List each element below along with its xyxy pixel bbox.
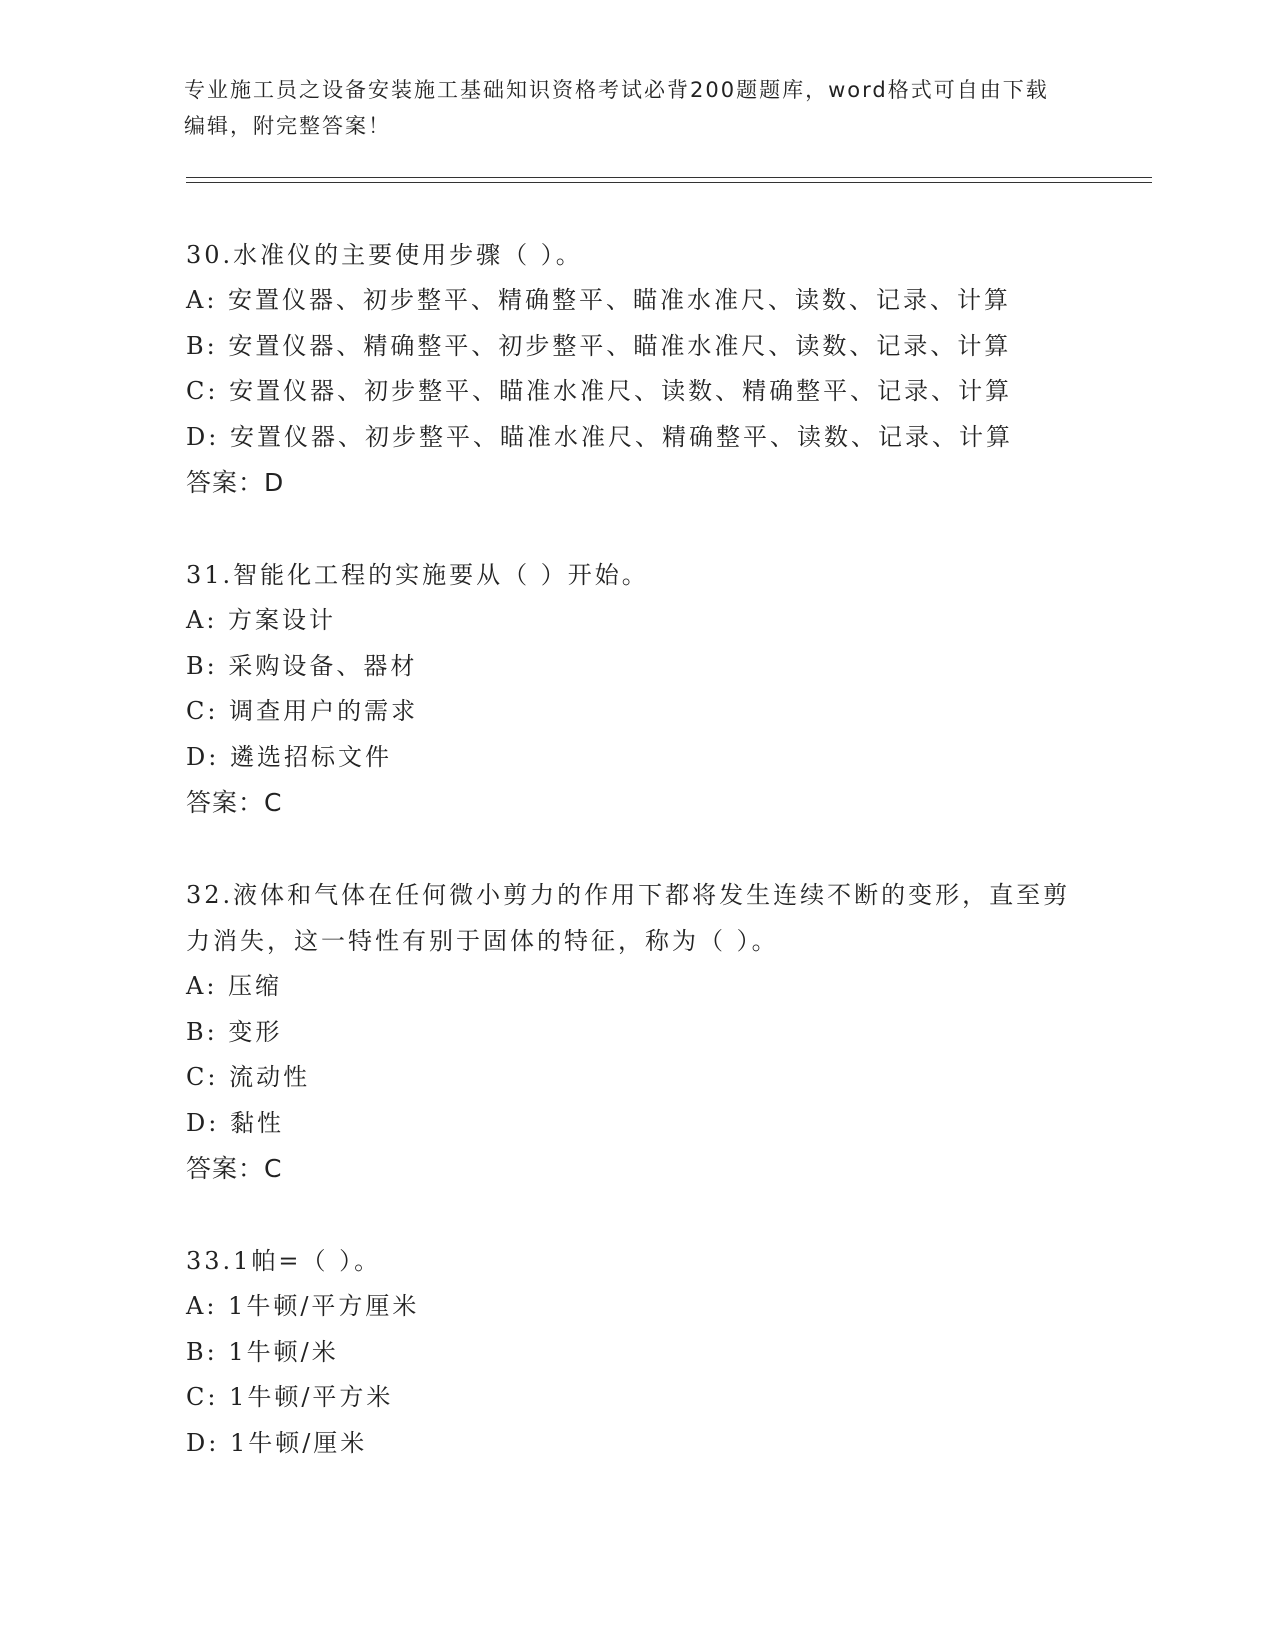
option-b: B: 采购设备、器材 — [186, 651, 418, 680]
option-c: C: 1牛顿/平方米 — [186, 1383, 394, 1411]
question-stem: 32.液体和气体在任何微小剪力的作用下都将发生连续不断的变形，直至剪力消失，这一特性有别于固体的特征，称为（ ）。 — [186, 881, 1071, 955]
question-30 — [186, 232, 1086, 506]
option-a: A: 1牛顿/平方厘米 — [186, 1292, 420, 1320]
question-stem: 33.1帕=（ ）。 — [186, 1247, 382, 1275]
header-divider-bottom — [186, 182, 1152, 183]
document-header: 专业施工员之设备安装施工基础知识资格考试必背200题题库，word格式可自由下载编辑，附完整答案！ — [184, 78, 1049, 138]
option-a: A: 方案设计 — [186, 606, 337, 634]
question-32 — [186, 872, 1086, 1192]
option-b: B: 变形 — [186, 1017, 283, 1046]
answer-label: 答案：D — [186, 468, 285, 497]
question-33 — [186, 1238, 1086, 1466]
option-b: B: 安置仪器、精确整平、初步整平、瞄准水准尺、读数、记录、计算 — [186, 331, 1012, 360]
header-divider-top — [186, 177, 1152, 178]
option-c: C: 安置仪器、初步整平、瞄准水准尺、读数、精确整平、记录、计算 — [186, 377, 1013, 405]
option-d: D: 安置仪器、初步整平、瞄准水准尺、精确整平、读数、记录、计算 — [186, 422, 1013, 451]
question-stem: 31.智能化工程的实施要从（ ）开始。 — [186, 561, 649, 589]
option-c: C: 调查用户的需求 — [186, 697, 419, 725]
answer-label: 答案：C — [186, 788, 283, 817]
option-a: A: 压缩 — [186, 972, 283, 1000]
answer-label: 答案：C — [186, 1154, 283, 1183]
question-list — [186, 232, 1086, 1512]
option-c: C: 流动性 — [186, 1063, 311, 1091]
option-b: B: 1牛顿/米 — [186, 1337, 339, 1366]
option-d: D: 黏性 — [186, 1108, 284, 1137]
option-d: D: 1牛顿/厘米 — [186, 1428, 368, 1457]
question-31 — [186, 552, 1086, 826]
option-d: D: 遴选招标文件 — [186, 742, 392, 771]
question-stem: 30.水准仪的主要使用步骤（ ）。 — [186, 241, 583, 269]
option-a: A: 安置仪器、初步整平、精确整平、瞄准水准尺、读数、记录、计算 — [186, 286, 1012, 314]
